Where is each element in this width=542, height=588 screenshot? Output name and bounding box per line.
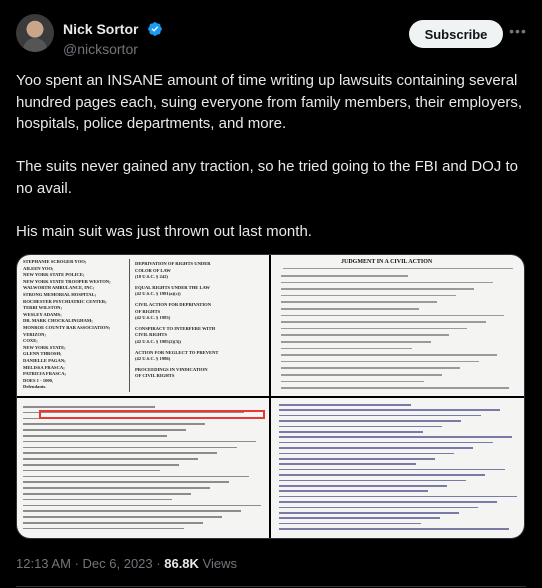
text-line xyxy=(23,499,172,501)
text-line xyxy=(281,361,479,363)
text-line xyxy=(281,301,437,303)
claim-line: CIVIL RIGHTS xyxy=(135,332,168,338)
lawsuit-caption-image[interactable] xyxy=(17,255,269,396)
text-line xyxy=(23,429,186,431)
text-line xyxy=(23,452,217,454)
defendant-line: COXE; xyxy=(23,338,38,344)
author-handle[interactable]: @nicksortor xyxy=(63,41,138,57)
defendant-line: WALWORTH AMBULANCE, INC; xyxy=(23,285,95,291)
defendant-line: Defendants. xyxy=(23,384,47,390)
tweet-paragraph: His main suit was just thrown out last month. xyxy=(16,222,312,240)
text-line xyxy=(279,431,423,433)
text-line xyxy=(281,275,408,277)
text-line xyxy=(23,493,191,495)
text-line xyxy=(23,510,241,512)
defendant-line: DANIELLE PAGAN; xyxy=(23,358,66,363)
text-line xyxy=(281,387,509,389)
claim-line: (42 U.S.C. § 1985(2)(3)) xyxy=(135,339,181,344)
views-label: Views xyxy=(202,556,238,571)
defendant-line: VERIZON; xyxy=(23,331,46,337)
defendant-line: MELISSA FRASCA; xyxy=(23,364,65,370)
media-grid xyxy=(16,254,525,539)
defendant-line: PATRICIA FRASCA; xyxy=(23,371,67,377)
text-line xyxy=(23,423,205,425)
text-line xyxy=(279,447,473,449)
text-line xyxy=(279,409,500,411)
text-line xyxy=(279,523,421,525)
highlight-box xyxy=(39,410,265,419)
claim-line: (42 U.S.C. § 1986) xyxy=(135,356,171,362)
text-line xyxy=(281,381,424,383)
defendant-line: STEPHANIE SCROGER YOO; xyxy=(23,259,87,264)
defendant-line: TERRI WILSTON; xyxy=(23,305,63,311)
defendant-line: GLENN THROSH; xyxy=(23,351,62,357)
text-line xyxy=(281,288,474,290)
subscribe-button[interactable]: Subscribe xyxy=(409,20,503,48)
meta-separator: · xyxy=(74,556,79,571)
text-line xyxy=(281,334,449,336)
text-line xyxy=(279,463,416,465)
claim-line: OF CIVIL RIGHTS xyxy=(135,373,175,379)
text-line xyxy=(279,426,442,428)
text-line xyxy=(279,517,440,519)
text-line xyxy=(23,441,256,443)
email-letter-image[interactable] xyxy=(17,398,269,539)
text-line xyxy=(279,528,509,530)
tweet-paragraph: The suits never gained any traction, so he tried going to the FBI and DOJ to no avail. xyxy=(16,158,518,197)
text-line xyxy=(281,315,504,317)
text-line xyxy=(281,354,497,356)
tweet-date[interactable]: Dec 6, 2023 xyxy=(82,556,153,571)
defendant-line: DOES 1 - 1000, xyxy=(23,377,54,383)
author-display-name[interactable]: Nick Sortor xyxy=(63,20,139,37)
text-line xyxy=(279,458,435,460)
claim-line: (42 U.S.C. § 1983) xyxy=(135,315,171,321)
text-line xyxy=(23,522,203,524)
judgment-title: JUDGMENT IN A CIVIL ACTION xyxy=(341,259,433,265)
tweet-paragraph: Yoo spent an INSANE amount of time writing up lawsuits containing several hundred pages each, suing everyone from family members, their employers, hospitals, police departments, and more. xyxy=(16,72,523,132)
claim-line: CIVIL ACTION FOR DEPRIVATION xyxy=(135,302,212,307)
text-line xyxy=(279,507,478,509)
tweet-header xyxy=(16,14,527,57)
author-info xyxy=(63,20,163,57)
text-line xyxy=(23,406,155,408)
text-line xyxy=(23,516,222,518)
tweet-meta xyxy=(16,556,237,571)
text-line xyxy=(279,496,517,498)
defendant-line: NEW YORK STATE POLICE; xyxy=(23,272,85,278)
defendant-line: AILEEN YOO; xyxy=(23,265,54,271)
text-line xyxy=(279,474,485,476)
claim-line: OF RIGHTS xyxy=(135,308,161,314)
text-line xyxy=(23,528,184,530)
defendant-line: NEW YORK STATE; xyxy=(23,344,66,350)
text-line xyxy=(279,490,428,492)
text-line xyxy=(281,308,419,310)
claim-line: PROCEEDINGS IN VINDICATION xyxy=(135,366,208,372)
text-line xyxy=(279,453,454,455)
email-recipients-image[interactable] xyxy=(271,398,525,539)
claim-line: EQUAL RIGHTS UNDER THE LAW xyxy=(135,284,210,290)
claim-line: DEPRIVATION OF RIGHTS UNDER xyxy=(135,261,211,266)
meta-separator: · xyxy=(156,556,161,571)
text-line xyxy=(281,367,460,369)
claim-line: ACTION FOR NEGLECT TO PREVENT xyxy=(135,349,219,355)
claim-line: COLOR OF LAW xyxy=(135,267,171,273)
text-line xyxy=(279,420,461,422)
defendant-line: DR. MARK CHOCKALINGHAM; xyxy=(23,318,93,324)
verified-badge-icon xyxy=(147,21,163,37)
more-options-icon[interactable]: ••• xyxy=(509,23,527,39)
text-line xyxy=(281,321,486,323)
text-line xyxy=(281,341,431,343)
text-line xyxy=(23,447,237,449)
text-line xyxy=(23,481,229,483)
defendant-line: NEW YORK STATE TROOPER WESTON; xyxy=(23,278,111,284)
text-line xyxy=(23,458,198,460)
text-line xyxy=(279,512,459,514)
defendant-line: STRONG MEMORIAL HOSPITAL; xyxy=(23,292,97,297)
judgment-civil-action-image[interactable] xyxy=(271,255,525,396)
text-line xyxy=(279,415,481,417)
claim-line: (18 U.S.C. § 242) xyxy=(135,274,168,280)
text-line xyxy=(281,348,412,350)
user-avatar[interactable] xyxy=(16,14,54,52)
text-line xyxy=(279,501,497,503)
tweet-text xyxy=(16,70,526,264)
defendant-line: WESLEY ADAMS; xyxy=(23,311,62,317)
text-line xyxy=(23,435,167,437)
text-line xyxy=(279,404,411,406)
text-line xyxy=(279,436,512,438)
defendant-line: MONROE COUNTY BAR ASSOCIATION; xyxy=(23,325,111,330)
text-line xyxy=(23,464,179,466)
text-line xyxy=(281,282,493,284)
claim-line: CONSPIRACY TO INTERFERE WITH xyxy=(135,325,216,331)
text-line xyxy=(279,469,505,471)
text-line xyxy=(23,476,249,478)
text-line xyxy=(23,505,261,507)
text-line xyxy=(279,480,466,482)
text-line xyxy=(23,487,210,489)
views-count[interactable]: 86.8K xyxy=(164,556,199,571)
tweet-time[interactable]: 12:13 AM xyxy=(16,556,71,571)
text-line xyxy=(279,485,447,487)
claim-line: (42 U.S.C. § 1981(a)(c)) xyxy=(135,291,181,297)
defendant-line: ROCHESTER PSYCHIATRIC CENTER; xyxy=(23,298,107,304)
text-line xyxy=(281,374,442,376)
divider xyxy=(16,586,526,587)
text-line xyxy=(279,442,493,444)
text-line xyxy=(281,328,467,330)
text-line xyxy=(23,470,160,472)
text-line xyxy=(281,295,456,297)
